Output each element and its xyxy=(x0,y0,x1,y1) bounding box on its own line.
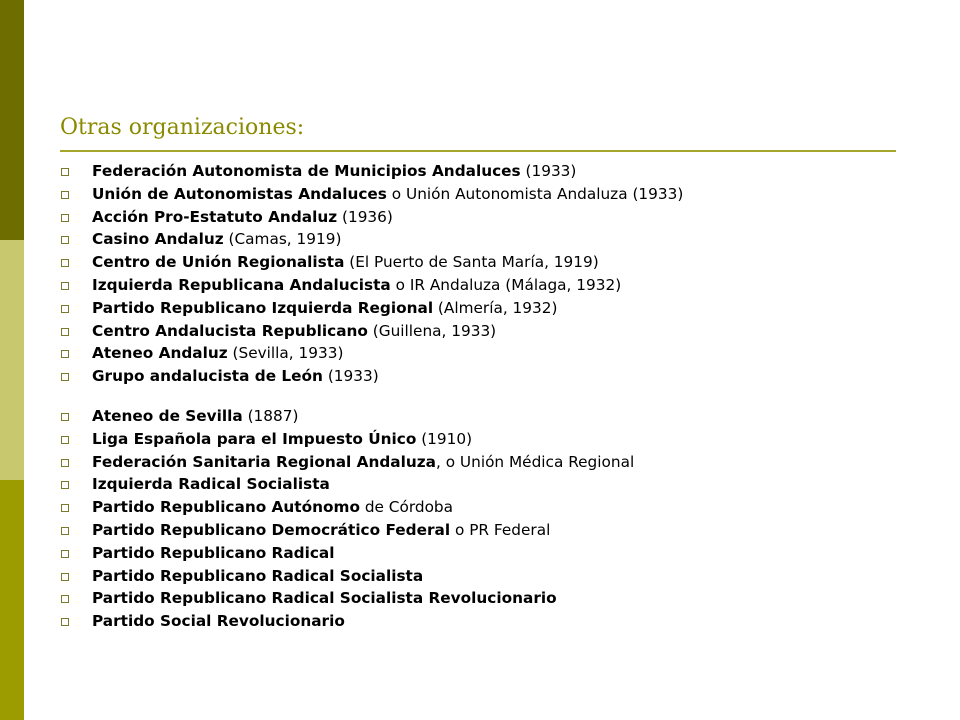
list-item: Liga Española para el Impuesto Único (1910) xyxy=(60,428,940,451)
hollow-square-bullet-icon xyxy=(61,618,69,626)
list-item: Casino Andaluz (Camas, 1919) xyxy=(60,228,940,251)
list-item: Partido Republicano Autónomo de Córdoba xyxy=(60,496,940,519)
list-item: Acción Pro-Estatuto Andaluz (1936) xyxy=(60,206,940,229)
hollow-square-bullet-icon xyxy=(61,527,69,535)
hollow-square-bullet-icon xyxy=(61,436,69,444)
list-item: Partido Republicano Izquierda Regional (Almería, 1932) xyxy=(60,297,940,320)
list-item: Ateneo Andaluz (Sevilla, 1933) xyxy=(60,342,940,365)
hollow-square-bullet-icon xyxy=(61,282,69,290)
hollow-square-bullet-icon xyxy=(61,214,69,222)
hollow-square-bullet-icon xyxy=(61,481,69,489)
list-item: Partido Republicano Radical xyxy=(60,542,940,565)
hollow-square-bullet-icon xyxy=(61,305,69,313)
hollow-square-bullet-icon xyxy=(61,236,69,244)
sidebar-decoration xyxy=(0,0,24,720)
list-item: Partido Republicano Radical Socialista xyxy=(60,565,940,588)
title-underline-divider xyxy=(60,150,896,152)
hollow-square-bullet-icon xyxy=(61,573,69,581)
list-item: Ateneo de Sevilla (1887) xyxy=(60,405,940,428)
hollow-square-bullet-icon xyxy=(61,504,69,512)
list-item: Partido Republicano Democrático Federal o PR Federal xyxy=(60,519,940,542)
hollow-square-bullet-icon xyxy=(61,168,69,176)
list-item: Federación Sanitaria Regional Andaluza, o Unión Médica Regional xyxy=(60,451,940,474)
hollow-square-bullet-icon xyxy=(61,350,69,358)
hollow-square-bullet-icon xyxy=(61,191,69,199)
hollow-square-bullet-icon xyxy=(61,373,69,381)
list-item: Izquierda Republicana Andalucista o IR Andaluza (Málaga, 1932) xyxy=(60,274,940,297)
list-item: Grupo andalucista de León (1933) xyxy=(60,365,940,388)
hollow-square-bullet-icon xyxy=(61,459,69,467)
list-item: Partido Republicano Radical Socialista Revolucionario xyxy=(60,587,940,610)
organizations-list xyxy=(60,160,940,633)
hollow-square-bullet-icon xyxy=(61,595,69,603)
list-item: Izquierda Radical Socialista xyxy=(60,473,940,496)
hollow-square-bullet-icon xyxy=(61,413,69,421)
hollow-square-bullet-icon xyxy=(61,550,69,558)
list-item: Centro Andalucista Republicano (Guillena, 1933) xyxy=(60,320,940,343)
hollow-square-bullet-icon xyxy=(61,259,69,267)
sidebar-segment-top xyxy=(0,0,24,240)
sidebar-segment-middle xyxy=(0,240,24,480)
slide-title: Otras organizaciones: xyxy=(60,115,305,140)
list-item: Centro de Unión Regionalista (El Puerto de Santa María, 1919) xyxy=(60,251,940,274)
list-item: Federación Autonomista de Municipios Andaluces (1933) xyxy=(60,160,940,183)
list-item: Partido Social Revolucionario xyxy=(60,610,940,633)
list-item: Unión de Autonomistas Andaluces o Unión Autonomista Andaluza (1933) xyxy=(60,183,940,206)
sidebar-segment-bottom xyxy=(0,480,24,720)
hollow-square-bullet-icon xyxy=(61,328,69,336)
